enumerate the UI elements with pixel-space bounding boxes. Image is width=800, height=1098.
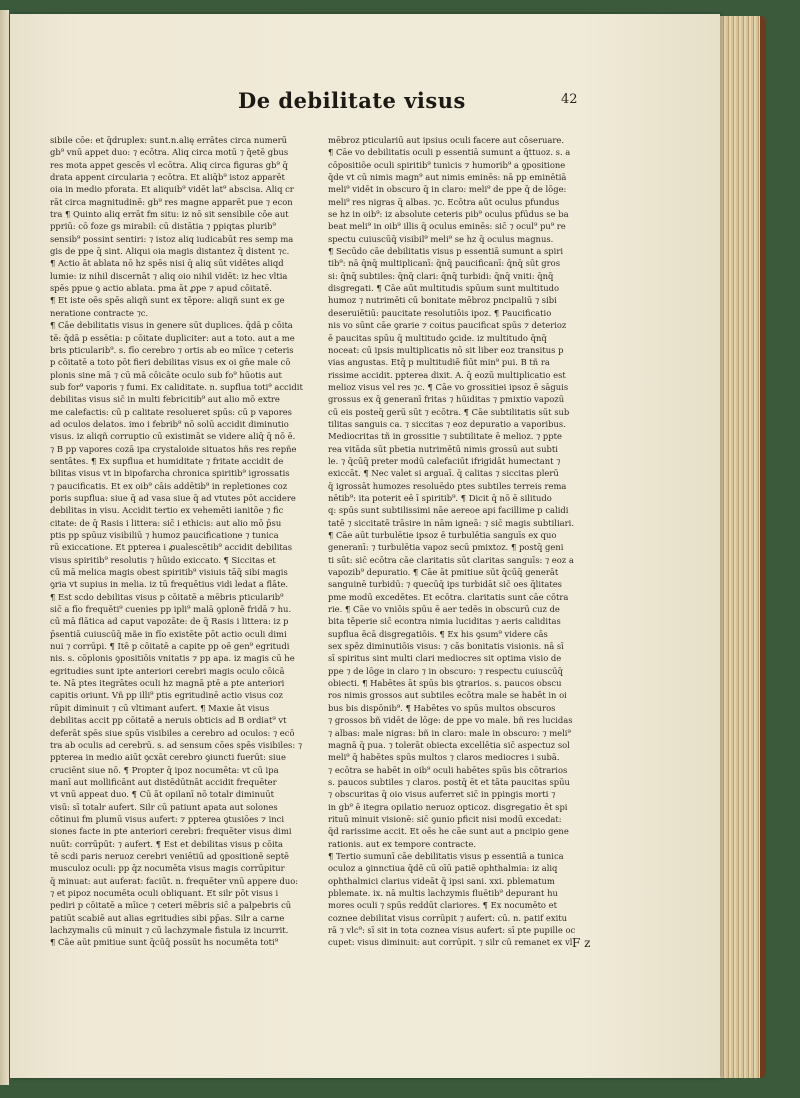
folio-number: 42 bbox=[561, 92, 578, 107]
text-line: Mediocritas tñ in grossitie ⁊ subtilitate ē melioz. ⁊ ppte bbox=[328, 431, 562, 442]
text-line: visus spiritib⁹ resolutis ⁊ hūido exiccato. ¶ Siccitas et bbox=[50, 554, 276, 565]
text-line: rie. ¶ Cāe vo vniōis spūu ē aer tedēs in obscurū cuz de bbox=[328, 604, 560, 615]
text-line: p̄sentiā cuiuscūq̄ mãe in fīo existēte pōt actio oculi dimi bbox=[50, 628, 287, 639]
text-line: bilitas visus vt in bipofarcha chronica spiritib⁹ igrossatis bbox=[50, 468, 290, 479]
text-line: supflua ēcā disgregatiōis. ¶ Ex his ꝯsum⁹ videre cās bbox=[328, 628, 548, 639]
text-line: magnā q̄ pua. ⁊ tolerāt obiecta excellētia sic̄ aspectuz sol bbox=[328, 739, 570, 750]
text-line: ꝯria vt supius in melia. iz tū frequētius vidi ledat a flāte. bbox=[50, 579, 289, 590]
text-line: cōtinui fm plumū visus aufert: ⁊ ppterea ꝯtusiōes ⁊ inci bbox=[50, 813, 285, 824]
text-line: rū exiccatione. Et ppterea i ꝓualescētib⁹ accidit debilitas bbox=[50, 542, 293, 553]
text-line: rūpit diminuit ⁊ cū vltimant aufert. ¶ Maxie āt visus bbox=[50, 702, 270, 713]
text-line: ¶ Cāe vo debilitatis oculi p essentiā sumunt a q̄ttuoz. s. a bbox=[328, 147, 571, 158]
text-line: lachzymalis cū minuit ⁊ cū lachzymale fistula iz incurrit. bbox=[50, 925, 289, 935]
text-line: capitis oriunt. Vñ pp illi⁹ ptis egritudinē actio visus coz bbox=[50, 690, 283, 701]
text-line: ⁊ albas: male nigras: bñ in claro: male in obscuro: ⁊ meli⁹ bbox=[328, 727, 571, 738]
text-line: oia in medio pforata. Et aliquib⁹ vidēt lat⁹ abscisa. Aliq cr bbox=[50, 184, 294, 195]
text-line: sex spēz diminutiōis visus: ⁊ cās bonitatis visionis. nā sī bbox=[328, 641, 564, 652]
text-line: res mota appet gescēs vl ecōtra. Aliq circa figuras gb⁹ q̄ bbox=[50, 159, 288, 170]
text-line: debilitas visus sic̄ in multi febricitib⁹ aut alio mō extre bbox=[50, 394, 280, 405]
text-line: pblemate. ix. nā multis lachzymis fluētib⁹ depurant hu bbox=[328, 887, 558, 898]
text-line: nui ⁊ corrūpi. ¶ Itē p cōitatē a capite pp oē gen⁹ egritudi bbox=[50, 641, 290, 652]
text-line: siones facte in pte anteriori cerebri: frequēter visus dimi bbox=[50, 826, 292, 837]
text-line: visū: sī totalr aufert. Silr cū patiunt apata aut solones bbox=[50, 801, 278, 812]
text-line: debilitas in visu. Accidit tertio ex vehemēti ianitōe ⁊ fic bbox=[50, 505, 284, 516]
text-line: cōpositiōe oculi spiritib⁹ tunicis ⁊ humorib⁹ a ꝯpositione bbox=[328, 159, 566, 170]
running-title: De debilitate visus bbox=[238, 88, 466, 113]
text-line: nis. s. cōplonis ꝯpositiōis vnitatis ⁊ pp apa. iz magis cū he bbox=[50, 653, 295, 664]
text-line: tib⁹: nā q̄nq̄ multiplicanī: q̄nq̄ paucificanī: q̄nq̄ sūt gros bbox=[328, 258, 561, 269]
text-line: ptis pp spūuz visibiliū ⁊ humoz paucificatione ⁊ tunica bbox=[50, 530, 279, 540]
text-line: noceat: cū ipsis multiplicatis nō sit liber eoz transitus p bbox=[328, 344, 564, 355]
text-line: cū mā flātica ad caput vapozāte: de q̄ Rasis i littera: iz p bbox=[50, 616, 289, 627]
text-line: tilitas sanguis ca. ⁊ siccitas ⁊ eoz depuratio a vaporibus. bbox=[328, 418, 566, 429]
text-line: melioz visus vel res ⁊c. ¶ Cāe vo grossitiei ipsoz ē sāguis bbox=[328, 381, 569, 392]
text-line: tē: q̄dā p essētia: p cōitate dupliciter: aut a toto. aut a me bbox=[50, 332, 295, 343]
text-line: humoz ⁊ nutrimēti cū bonitate mēbroz pncipaliū ⁊ sibi bbox=[328, 295, 557, 306]
text-line: lumie: iz nihil discernāt ⁊ aliq oio nihil vidēt: iz hec vltia bbox=[50, 270, 288, 281]
text-line: pme modū excedētes. Et ecōtra. claritatis sunt cāe cōtra bbox=[328, 591, 569, 602]
text-line: q: spūs sunt subtilissimi nāe aereoe api facillime p calidi bbox=[328, 505, 569, 516]
text-line: vias angustas. Etq̄ p multitudiē fiūt min⁹ pui. B tñ ra bbox=[328, 357, 550, 368]
text-line: ¶ Tertio sumunī cāe debilitatis visus p essentiā a tunica bbox=[328, 850, 564, 861]
text-line: cū mā melica magis obest spiritib⁹ visiuis tāq̄ sibi magis bbox=[50, 567, 288, 578]
text-line: ¶ Et iste oēs spēs aliqñ sunt ex tēpore: aliqñ sunt ex ge bbox=[50, 295, 285, 306]
text-line: plonis sine mā ⁊ cū mā cōicāte oculo sub fo⁹ hūotis aut bbox=[50, 369, 282, 380]
text-line: ⁊ ecōtra se habēt in oib⁹ oculi habētes spūs bis cōtrarios bbox=[328, 764, 568, 775]
text-line: ¶ Est scdo debilitas visus p cōitatē a mēbris pticularib⁹ bbox=[50, 591, 284, 602]
text-line: tatē ⁊ siccitatē trāsire in nām igneā: ⁊ sic̄ magis subtiliari. bbox=[328, 517, 574, 528]
text-line: rāt circa magnitudinē: gb⁹ res magne apparēt pue ⁊ econ bbox=[50, 196, 293, 207]
text-line: rituū minuit visionē: sic̄ ꝯunio pficit nisi modū excedat: bbox=[328, 813, 562, 824]
text-line: ⁊ paucificatis. Et ex oib⁹ cāis addētib⁹ in repletiones coz bbox=[50, 480, 288, 491]
text-line: oculoz a ꝯinnctiua q̄dē cū oīū patiē ophthalmia: iz aliq bbox=[328, 863, 558, 874]
text-line: ad oculos delatos. imo i febrib⁹ nō solū accidit diminutio bbox=[50, 418, 289, 429]
text-line: sic̄ a fīo frequēti⁹ cuenies pp ipli⁹ malā ꝯplonē fridā ⁊ hu. bbox=[50, 604, 292, 615]
text-line: bus bis dispōnib⁹. ¶ Habētes vo spūs multos obscuros bbox=[328, 702, 556, 713]
text-line: cū eis posteq̄ gerū sūt ⁊ ecōtra. ¶ Cāe subtilitatis sūt sub bbox=[328, 406, 570, 417]
text-line: visus. iz aliqñ corruptio cū existimāt se videre aliq̄ q̄ nō ē. bbox=[50, 431, 296, 442]
text-line: ⁊ grossos bñ vidēt de lōge: de ppe vo male. bñ res lucidas bbox=[328, 715, 573, 726]
left-text-column bbox=[50, 134, 325, 949]
text-line: ē paucitas spūu q̄ multitudo ꝯcide. iz multitudo q̄nq̄ bbox=[328, 332, 547, 343]
text-line: ¶ Actio āt ablata nō hz spēs nisi q̄ aliq sūt vidētes aliqd bbox=[50, 258, 284, 269]
text-line: ¶ Secūdo cāe debilitatis visus p essentiā sumunt a spiri bbox=[328, 246, 564, 257]
text-line: disgregati. ¶ Cāe aūt multitudis spūum sunt multitudo bbox=[328, 283, 560, 294]
text-line: le. ⁊ q̄cūq̄ preter modū calefaciūt ifrigidāt humectant ⁊ bbox=[328, 455, 561, 466]
text-line: sibile cōe: et q̄druplex: sunt.n.alię errātes circa numerū bbox=[50, 135, 287, 145]
text-line: tra ab oculis ad cerebrū. s. ad sensum cōes spēs visibiles: ⁊ bbox=[50, 739, 303, 750]
text-line: deseruiētiū: paucitate resolutiōis ipoz. ¶ Paucificatio bbox=[328, 307, 552, 318]
text-line: q̄de vt cū nimis magn⁹ aut nimis eminēs: nā pp eminētiā bbox=[328, 172, 567, 183]
text-line: ros nimis grossos aut subtiles ecōtra male se habēt in oi bbox=[328, 690, 567, 701]
text-line: meli⁹ q̄ habētes spūs multos ⁊ claros mediocres i subā. bbox=[328, 752, 560, 763]
text-line: deferāt spēs siue spūs visibiles a cerebro ad oculos: ⁊ ecō bbox=[50, 727, 295, 738]
text-line: tē scdi paris neruoz cerebri veniētiū ad ꝯpositionē septē bbox=[50, 850, 290, 861]
signature-mark: F z bbox=[572, 936, 591, 950]
text-line: grossus ex q̄ generanī fritas ⁊ hūiditas ⁊ pmixtio vapozū bbox=[328, 394, 565, 405]
text-line: mēbroz pticulariū aut ipsius oculi facere aut cōseruare. bbox=[328, 135, 564, 145]
text-line: ⁊ et pipoz nocumēta oculi obliquant. Et silr pōt visus i bbox=[50, 887, 279, 898]
text-line: generanī: ⁊ turbulētia vapoz secū pmixtoz. ¶ postq̄ geni bbox=[328, 542, 564, 553]
text-line: sub for⁹ vaporis ⁊ fumi. Ex caliditate. n. supflua toti⁹ accidit bbox=[50, 381, 303, 392]
text-line: tra ¶ Quinto aliq errāt fm situ: iz nō sit sensibile cōe aut bbox=[50, 209, 289, 220]
text-line: pediri p cōitatē a mīice ⁊ ceteri mēbris sic̄ a palpebris cū bbox=[50, 900, 292, 911]
text-line: spectu cuiuscūq̄ visibil⁹ meli⁹ se hz q̄ oculus magnus. bbox=[328, 233, 554, 244]
text-line: meli⁹ res nigras q̄ albas. ⁊c. Ecōtra aūt oculus pfundus bbox=[328, 196, 560, 207]
text-line: ⁊ obscuritas q̄ oio visus auferret sic̄ in ppingis morti ⁊ bbox=[328, 789, 556, 800]
text-line: vt vnū appeat duo. ¶ Cū āt opilanī nō totalr diminuūt bbox=[50, 789, 274, 800]
text-line: si: q̄nq̄ subtiles: q̄nq̄ clari: q̄nq̄ turbidi: q̄nq̄ vniti: q̄nq̄ bbox=[328, 270, 554, 281]
text-line: rationis. aut ex tempore contracte. bbox=[328, 838, 476, 849]
text-line: musculoz oculi: pp q̄z nocumēta visus magis corrūpitur bbox=[50, 863, 285, 874]
text-line: ¶ Cāe debilitatis visus in genere sūt duplices. q̄dā p cōita bbox=[50, 320, 293, 331]
text-line: in gb⁹ ē itegra opilatio neruoz opticoz. disgregatio ēt spi bbox=[328, 801, 568, 812]
text-line: cupet: visus diminuit: aut corrūpit. ⁊ silr cū remanet ex vl bbox=[328, 937, 573, 948]
text-line: sanguinē turbidū: ⁊ quecūq̄ ips turbidāt sic̄ oes q̄litates bbox=[328, 579, 562, 590]
text-line: q̄ igrossāt humozes resoluēdo ptes subtiles terreis rema bbox=[328, 480, 567, 491]
text-line: s. paucos subtiles ⁊ claros. postq̄ ēt et tāta paucitas spūu bbox=[328, 776, 570, 787]
book-fore-edge bbox=[716, 16, 766, 1078]
text-line: bris pticularib⁹. s. fīo cerebro ⁊ ortis ab eo mīice ⁊ ceteris bbox=[50, 344, 294, 355]
text-line: q̄ minuat: aut auferat: faciūt. n. frequēter vnū appere duo: bbox=[50, 875, 299, 886]
adjacent-page-edge bbox=[0, 10, 9, 1085]
text-line: gb⁹ vnū appet duo: ⁊ ecōtra. Aliq circa motū ⁊ q̄etē gbus bbox=[50, 147, 289, 158]
text-line: ¶ Cāe aūt pmitiue sunt q̄cūq̄ possūt hs nocumēta toti⁹ bbox=[50, 937, 279, 948]
text-line: meli⁹ vidēt in obscuro q̄ in claro: meli⁹ de ppe q̄ de lōge: bbox=[328, 184, 567, 195]
text-line: drata appent circularia ⁊ ecōtra. Et aliq̄b⁹ istoz apparēt bbox=[50, 172, 285, 183]
text-line: neratione contracte ⁊c. bbox=[50, 307, 149, 318]
book-page bbox=[10, 14, 720, 1078]
text-line: me calefactis: cū p calitate resolueret spūs: cū p vapores bbox=[50, 406, 292, 417]
text-line: ti sūt: sic̄ ecōtra cāe claritatis sūt claritas sanguīs: ⁊ eoz a bbox=[328, 554, 574, 565]
text-line: rea vitāda sūt pbetia nutrimētū nimis grossū aut subti bbox=[328, 443, 558, 454]
text-line: ppriū: cō foze gs mirabil: cū distātia ⁊ ppiqtas plurib⁹ bbox=[50, 221, 276, 232]
text-line: rā ⁊ vlc⁹: sī sit in tota coznea visus aufert: sī pte pupille oc bbox=[328, 925, 576, 935]
text-line: spēs ppue ꝯ actio ablata. pma āt ꝓpe ⁊ apud cōitatē. bbox=[50, 283, 272, 294]
text-line: te. Nā ptes itegrātes oculi hz magnā ptē a pte anteriori bbox=[50, 678, 285, 689]
text-line: manī aut mollificānt aut distēdūtnāt accidit frequēter bbox=[50, 776, 277, 787]
text-line: bita tēperie sic̄ econtra nimia luciditas ⁊ aeris caliditas bbox=[328, 616, 561, 627]
text-line: nis vo sūnt cāe ꝯrarie ⁊ coitus paucificat spūs ⁊ deterioz bbox=[328, 320, 567, 331]
text-line: p cōitatē a toto pōt fieri debilitas visus ex oi gn̄e male cō bbox=[50, 357, 291, 368]
text-line: sī spiritus sint multi clari mediocres sit optima visio de bbox=[328, 653, 562, 664]
text-line: nuūt: corrūpūt: ⁊ aufert. ¶ Est et debilitas visus p cōita bbox=[50, 838, 284, 849]
text-line: exiccāt. ¶ Nec valet si arguaī. q̄ calitas ⁊ siccitas plerū bbox=[328, 468, 559, 479]
right-text-column bbox=[328, 134, 608, 949]
text-line: ppterea in medio aiūt ꝯcxāt cerebro ꝯiuncti fuerūt: siue bbox=[50, 752, 286, 763]
text-line: poris supflua: siue q̄ ad vasa siue q̄ ad vtutes pōt accidere bbox=[50, 492, 296, 503]
text-line: vapozib⁹ depuratio. ¶ Cāe āt pmitiue sūt q̄cūq̄ generāt bbox=[328, 567, 559, 578]
text-line: sentātes. ¶ Ex supflua et humiditate ⁊ fritate accidit de bbox=[50, 455, 284, 466]
text-line: gis de ppe q̄ sint. Aliqui oia magis distantez q̄ distent ⁊c. bbox=[50, 246, 290, 257]
text-line: sensib⁹ possint sentiri: ⁊ istoz aliq iudicabūt res semp ma bbox=[50, 233, 294, 244]
text-line: obiecti. ¶ Habētes āt spūs bis ꝯtrarios. s. paucos obscu bbox=[328, 678, 562, 689]
text-line: ¶ Cāe aūt turbulētie ipsoz ē turbulētia sanguīs ex quo bbox=[328, 530, 557, 540]
text-line: coznee debilitat visus corrūpit ⁊ aufert: cū. n. patif exitu bbox=[328, 912, 568, 923]
page-header bbox=[10, 88, 720, 128]
text-line: cruciēnt siue nō. ¶ Propter q̄ ipoz nocumēta: vt cū ipa bbox=[50, 764, 279, 775]
text-line: ⁊ B pp vapores cozā ipa crystaloide situatos hñs res repñe bbox=[50, 443, 297, 454]
text-line: egritudies sunt ipte anteriori cerebri magis oculo cōicā bbox=[50, 665, 285, 676]
text-line: debilitas accit pp cōitatē a neruis obticis ad B ordiat⁹ vt bbox=[50, 715, 287, 726]
text-line: ophthalmici clarius videāt q̄ ipsi sani. xxi. pblematum bbox=[328, 875, 555, 886]
text-line: citate: de q̄ Rasis i littera: sic̄ i ethicis: aut alio mō p̄su bbox=[50, 517, 282, 528]
text-line: rissime accidit. ppterea dixit. A. q̄ eozū multiplicatio est bbox=[328, 369, 566, 380]
text-line: beat meli⁹ in oib⁹ illis q̄ oculus eminēs: sic̄ ⁊ ocul⁹ pu⁹ re bbox=[328, 221, 566, 232]
text-line: patiūt scabiē aut alias egritudies sibi pp̄as. Silr a carne bbox=[50, 912, 285, 923]
text-line: mores oculi ⁊ spūs reddūt clariores. ¶ Ex nocumēto et bbox=[328, 900, 557, 911]
text-line: nētib⁹: ita poterit eē ī spiritib⁹. ¶ Dicit q̄ nō ē silitudo bbox=[328, 492, 552, 503]
text-line: ppe ⁊ de lōge in claro ⁊ in obscuro: ⁊ respectu cuiuscūq̄ bbox=[328, 665, 563, 676]
text-line: q̄d rarissime accit. Et oēs he cāe sunt aut a pncipio gene bbox=[328, 826, 569, 837]
text-line: se hz in oib⁹: iz absolute ceteris pib⁹ oculus pfūdus se ba bbox=[328, 209, 569, 220]
